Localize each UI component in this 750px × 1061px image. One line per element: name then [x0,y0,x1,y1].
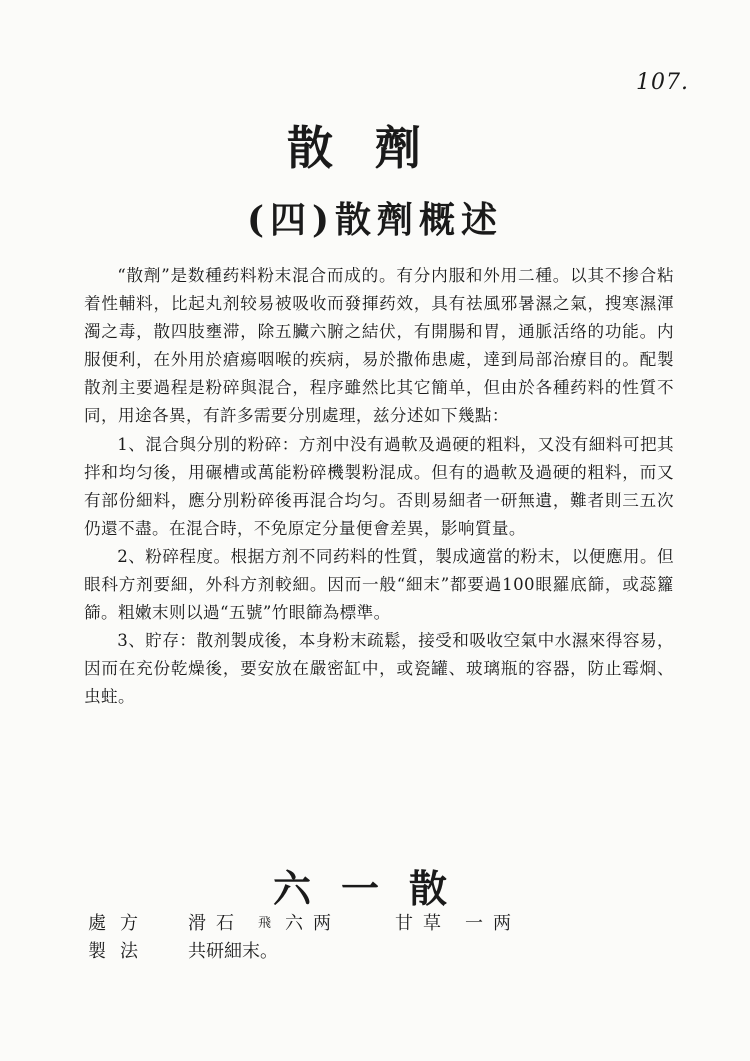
ingredient-note: 飛 [258,916,272,931]
method-row [88,938,688,966]
ingredient-name: 滑石 [188,913,244,934]
ingredient-amount: 一两 [465,913,522,934]
paragraph-intro: “散劑”是数種药料粉末混合而成的。有分内服和外用二種。以其不掺合粘着性輔料，比起丸剂较易被吸收而發揮药效，具有祛風邪暑濕之氣，搜寒濕渾濁之毒，散四肢壅滞，除五臟六腑之結伏，有開腸和胃，通脈活络的功能。内服便利，在外用於瘡瘍咽喉的疾病，易於撒佈患處，達到局部治療目的。配製散剂主要過程是粉碎與混合，程序雖然比其它簡单，但由於各種药料的性質不同，用途各異，有許多需要分別處理，兹分述如下幾點： [84,266,674,426]
paragraph-grinding: 2、粉碎程度。根据方剂不同药料的性質，製成適當的粉末，以便應用。但眼科方剂要細，外科方剂較細。因而一般“細末”都要過100眼羅底篩，或蕊籮篩。粗嫩末则以過“五號”竹眼篩為標準。 [84,546,674,623]
method-text: 共研細末。 [188,941,278,962]
method-label: 製法 [88,941,152,962]
prescription-row [88,910,688,938]
ingredient-name: 甘草 [395,913,452,934]
ingredient-amount: 六两 [285,913,342,934]
formula-title: 六一散 [272,866,477,911]
page-number: 107. [636,70,689,95]
page-title: 散劑 [287,121,463,175]
prescription-label: 處方 [88,913,152,934]
paragraph-mixing: 1、混合與分別的粉碎：方剂中没有過軟及過硬的粗料，又没有細料可把其拌和均匀後，用碾槽或萬能粉碎機製粉混成。但有的過軟及過硬的粗料，而又有部份細料，應分別粉碎後再混合均匀。否則易細者一研無遺，難者則三五次仍還不盡。在混合時，不免原定分量便會差異，影响質量。 [84,434,674,538]
section-subtitle: (四)散劑概述 [246,199,504,241]
body-text [84,262,674,712]
paragraph-storage: 3、貯存：散剂製成後，本身粉末疏鬆，接受和吸收空氣中水濕來得容易，因而在充份乾燥後，要安放在嚴密缸中，或瓷罐、玻璃瓶的容器，防止霉烱、虫蛀。 [84,631,674,707]
formula-block [88,910,688,966]
